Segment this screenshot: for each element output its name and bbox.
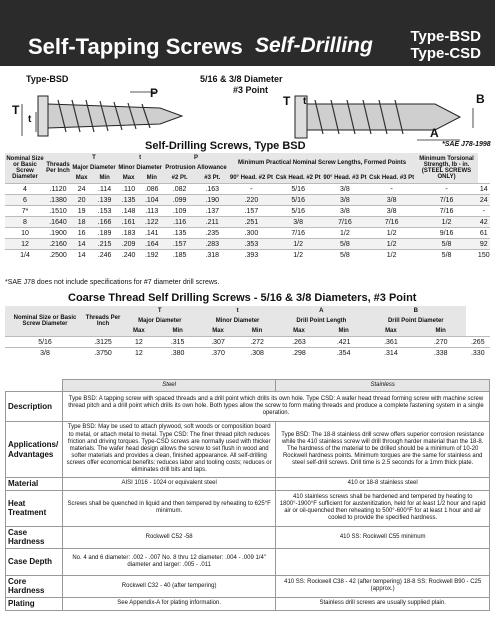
table-cell: .135 <box>117 195 140 206</box>
col-major: Major Diameter <box>121 316 199 326</box>
table-cell: .2500 <box>45 250 71 261</box>
table-cell: 1/2 <box>322 228 368 239</box>
table-cell: 5/16 <box>5 337 85 348</box>
dim-B: B <box>476 92 485 106</box>
table1-title: Self-Drilling Screws, Type BSD <box>145 140 306 152</box>
table-cell: .246 <box>92 250 117 261</box>
table-cell: .114 <box>92 184 117 195</box>
type-label-bsd: Type-BSD <box>410 28 481 45</box>
table-cell: .109 <box>163 206 196 217</box>
table-cell: 92 <box>478 239 490 250</box>
col-threads: Threads Per Inch <box>45 153 71 184</box>
table-cell: 3/8 <box>368 206 416 217</box>
property-value-stainless: 410 stainless screws shall be hardened and tempered by heating to 1800°-1900°F sufficient for austenitization, held for at least 1/2 hour and rapid air or oil-quenched then reheating to 500°-600°F for at least 1 hour and air cooled to provide the specified hardness. <box>276 490 490 526</box>
table-cell: .308 <box>238 348 277 359</box>
table-cell: 1/4 <box>5 250 45 261</box>
sub-header: Min <box>321 326 366 337</box>
table-cell: .122 <box>140 217 163 228</box>
property-row <box>6 597 490 610</box>
table-cell: .1510 <box>45 206 71 217</box>
dim-t-left: t <box>28 114 32 125</box>
table-cell: .2160 <box>45 239 71 250</box>
table-cell: 1/2 <box>368 239 416 250</box>
table-cell: - <box>229 184 275 195</box>
table-cell: .110 <box>117 184 140 195</box>
table-cell: 7/16 <box>416 195 478 206</box>
table-cell: 9/16 <box>416 228 478 239</box>
table-cell: .157 <box>229 206 275 217</box>
dim-A: A <box>430 126 439 140</box>
bsd-row <box>5 250 490 261</box>
table-cell: 7/16 <box>416 206 478 217</box>
screw-illustration-drill <box>285 92 490 142</box>
table-cell: 20 <box>71 195 92 206</box>
property-value-steel: Rockwell C32 - 40 (after tempering) <box>62 575 275 597</box>
table-cell: 16 <box>71 228 92 239</box>
col-steel: Steel <box>62 380 275 392</box>
property-value-stainless <box>276 548 490 575</box>
property-row <box>6 526 490 548</box>
table2-title: Coarse Thread Self Drilling Screws - 5/16 & 3/8 Diameters, #3 Point <box>68 292 417 304</box>
col-min-screw: Minimum Practical Nominal Screw Lengths, Formed Points <box>229 153 416 173</box>
table-cell: 12 <box>121 348 157 359</box>
table-cell: .099 <box>163 195 196 206</box>
dim-T-right: T <box>283 94 291 108</box>
table-cell: .3125 <box>85 337 121 348</box>
table-cell: 14 <box>478 184 490 195</box>
property-value-stainless: 410 SS: Rockwell C38 - 42 (after tempering) 18-8 SS: Rockwell B90 - C25 (approx.) <box>276 575 490 597</box>
table-cell: 24 <box>71 184 92 195</box>
table-cell: .135 <box>163 228 196 239</box>
table-cell: .161 <box>117 217 140 228</box>
table-cell: .211 <box>196 217 229 228</box>
table-cell: .183 <box>117 228 140 239</box>
table-cell: .137 <box>196 206 229 217</box>
table-cell: .166 <box>92 217 117 228</box>
table-cell: .265 <box>466 337 490 348</box>
table-cell: .330 <box>466 348 490 359</box>
sub-header: Max <box>277 326 322 337</box>
sub-header: 90° Head. #2 Pt <box>229 173 275 184</box>
bsd-row <box>5 217 490 228</box>
point-label: #3 Point <box>233 85 269 95</box>
property-label: Case Hardness <box>6 526 63 548</box>
table-cell: 5/8 <box>416 239 478 250</box>
property-value-steel: Rockwell C52 -58 <box>62 526 275 548</box>
sub-header: Max <box>71 173 92 184</box>
dim-T-left: T <box>12 103 20 117</box>
sub-header: Max <box>121 326 157 337</box>
table-cell: 3/8 <box>322 206 368 217</box>
col-P: P <box>163 153 228 163</box>
property-value-steel: No. 4 and 6 diameter: .002 - .007 No. 8 thru 12 diameter: .004 - .009 1/4" diameter and larger: .005 - .011 <box>62 548 275 575</box>
table-cell: 7* <box>5 206 45 217</box>
table-cell: 5/16 <box>274 206 322 217</box>
table-cell: 3/8 <box>322 184 368 195</box>
property-value-stainless: 410 SS: Rockwell C55 minimum <box>276 526 490 548</box>
table-cell: 14 <box>71 239 92 250</box>
col-stainless: Stainless <box>276 380 490 392</box>
table-cell: .298 <box>277 348 322 359</box>
illustration-type-label: Type-BSD <box>26 74 69 84</box>
table-cell: .220 <box>229 195 275 206</box>
corner-cell <box>6 380 63 392</box>
property-label: Heat Treatment <box>6 490 63 526</box>
table-cell: 5/8 <box>416 250 478 261</box>
dim-t-right: t <box>303 96 307 107</box>
sub-header: #3 Pt. <box>196 173 229 184</box>
table-cell: 18 <box>71 217 92 228</box>
table-cell: .300 <box>229 228 275 239</box>
sub-header: Max <box>117 173 140 184</box>
table-cell: .272 <box>238 337 277 348</box>
property-label: Applications/ Advantages <box>6 422 63 478</box>
table-cell: .283 <box>196 239 229 250</box>
table-cell: .315 <box>157 337 199 348</box>
property-value-stainless: Type BSD: The 18-8 stainless drill screw offers superior corrosion resistance while the 410 stainless screw will drill through harder material than the 18-8. The hardness of the material to be drilled should be a minimum of 10-20 Rockwell hardness points. Minimum torques are the same for stainless and steel self-drill screws. Drill time is 2.5 seconds for a 1mm thick plate. <box>276 422 490 478</box>
sub-header: 90° Head. #3 Pt <box>322 173 368 184</box>
property-value-steel: Type BSD: May be used to attach plywood, soft woods or composition board to metal, or attach metal to metal. Type CSD: The finer thread pitch reduces friction and driving torques. Type-CSD screws are normally used with thicker materials. The wafer head design allows the screw to set flush in wood and softer materials and provides a clean, finished appearance. All self-drilling screws offer economical benefits: reduces labor and tooling costs; reduces or eliminates drill bits and taps. <box>62 422 275 478</box>
table-cell: .3750 <box>85 348 121 359</box>
sub-header: Csk Head. #2 Pt <box>274 173 322 184</box>
col-B: B <box>366 306 466 316</box>
col-minor: Minor Diameter <box>199 316 277 326</box>
table-cell: 19 <box>71 206 92 217</box>
table-cell: 8 <box>5 217 45 228</box>
property-value: Type BSD: A tapping screw with spaced threads and a drill point which drills its own hole. Type CSD: A wafer head thread forming screw with machine screw thread pitch and a drill point which drills its own hole. Both types allow the screw to form mating threads and produce a complete fastening system in a single operation. <box>62 392 489 422</box>
table-cell: 1/2 <box>368 228 416 239</box>
table-cell: 1/2 <box>274 250 322 261</box>
table-cell: .370 <box>199 348 238 359</box>
bsd-row <box>5 206 490 217</box>
table-cell: - <box>416 184 478 195</box>
header-banner <box>0 0 495 66</box>
table-cell: .209 <box>117 239 140 250</box>
table-cell: .251 <box>229 217 275 228</box>
table-cell: 1/2 <box>368 250 416 261</box>
table-cell: 12 <box>121 337 157 348</box>
table-cell: .361 <box>366 337 416 348</box>
table-cell: 7/16 <box>322 217 368 228</box>
table-cell: .153 <box>92 206 117 217</box>
table-cell: .338 <box>416 348 466 359</box>
col-T: T <box>121 306 199 316</box>
sub-header: Csk Head. #3 Pt <box>368 173 416 184</box>
table-cell: .141 <box>140 228 163 239</box>
table-cell: .393 <box>229 250 275 261</box>
property-row <box>6 392 490 422</box>
coarse-row <box>5 348 490 359</box>
col-minor: Minor Diameter <box>118 165 163 171</box>
table-cell: 24 <box>478 195 490 206</box>
table-cell: 7/16 <box>368 217 416 228</box>
property-row <box>6 422 490 478</box>
table-cell: 5/16 <box>274 184 322 195</box>
property-label: Description <box>6 392 63 422</box>
property-row <box>6 575 490 597</box>
col-A: A <box>277 306 366 316</box>
type-label-csd: Type-CSD <box>410 45 481 62</box>
table-cell: 5/8 <box>322 239 368 250</box>
table-cell: 7/16 <box>274 228 322 239</box>
table-cell: .215 <box>92 239 117 250</box>
table-cell: .164 <box>140 239 163 250</box>
bsd-row <box>5 184 490 195</box>
table-cell: 3/8 <box>322 195 368 206</box>
table-cell: 3/8 <box>5 348 85 359</box>
table-cell: 42 <box>478 217 490 228</box>
table-cell: .157 <box>163 239 196 250</box>
sub-header: Max <box>199 326 238 337</box>
dim-P: P <box>150 86 159 100</box>
table-cell: 4 <box>5 184 45 195</box>
page-title: Self-Tapping Screws <box>28 34 243 59</box>
table-cell: .307 <box>199 337 238 348</box>
col-nominal: Nominal Size or Basic Screw Diameter <box>5 153 45 184</box>
table-cell: 1/2 <box>416 217 478 228</box>
col-drill-diameter: Drill Point Diameter <box>366 316 466 326</box>
property-label: Plating <box>6 597 63 610</box>
table-cell: 12 <box>5 239 45 250</box>
footnote: *SAE J78 does not include specifications for #7 diameter drill screws. <box>5 279 220 286</box>
property-value-steel: See Appendix-A for plating information. <box>62 597 275 610</box>
table-cell: .318 <box>196 250 229 261</box>
table-cell: .353 <box>229 239 275 250</box>
table-cell: .189 <box>92 228 117 239</box>
diameter-label: 5/16 & 3/8 Diameter <box>200 74 283 84</box>
bsd-row <box>5 195 490 206</box>
property-label: Core Hardness <box>6 575 63 597</box>
table-cell: 5/16 <box>274 195 322 206</box>
col-threads: Threads Per Inch <box>85 306 121 337</box>
table-cell: 10 <box>5 228 45 239</box>
table-cell: 6 <box>5 195 45 206</box>
table-cell: - <box>368 184 416 195</box>
table-cell: .163 <box>196 184 229 195</box>
table-cell: - <box>478 206 490 217</box>
table-cell: 5/8 <box>322 250 368 261</box>
sub-header: Max <box>366 326 416 337</box>
col-major: Major Diameter <box>72 165 116 171</box>
table-cell: .263 <box>277 337 322 348</box>
table-cell: .148 <box>117 206 140 217</box>
property-row <box>6 478 490 491</box>
table-cell: .086 <box>140 184 163 195</box>
property-value-steel: AISI 1016 - 1024 or equivalent steel <box>62 478 275 491</box>
col-nominal: Nominal Size or Basic Screw Diameter <box>5 306 85 337</box>
property-row <box>6 548 490 575</box>
property-value-stainless: 410 or 18-8 stainless steel <box>276 478 490 491</box>
page-subtitle: Self-Drilling <box>255 34 373 57</box>
property-row <box>6 490 490 526</box>
table-cell: 61 <box>478 228 490 239</box>
sub-header: Min <box>238 326 277 337</box>
bsd-row <box>5 228 490 239</box>
col-t: t <box>199 306 277 316</box>
table-cell: .113 <box>140 206 163 217</box>
table-cell: .380 <box>157 348 199 359</box>
table-cell: 150 <box>477 251 490 259</box>
table-cell: 3/8 <box>368 195 416 206</box>
table-cell: 1/2 <box>274 239 322 250</box>
property-label: Material <box>6 478 63 491</box>
table-cell: .190 <box>196 195 229 206</box>
col-drill-length: Drill Point Length <box>277 316 366 326</box>
table-cell: .314 <box>366 348 416 359</box>
table-cell: .185 <box>163 250 196 261</box>
table-cell: .116 <box>163 217 196 228</box>
table-cell: .139 <box>92 195 117 206</box>
table-cell: .192 <box>140 250 163 261</box>
table-cell: .1380 <box>45 195 71 206</box>
col-T: T <box>71 153 117 163</box>
table-cell: .354 <box>321 348 366 359</box>
sub-header: Min <box>416 326 466 337</box>
property-label: Case Depth <box>6 548 63 575</box>
table-cell: 14 <box>71 250 92 261</box>
property-value-stainless: Stainless drill screws are usually supplied plain. <box>276 597 490 610</box>
col-protrusion: Protrusion Allowance <box>165 165 227 171</box>
table-cell: .421 <box>321 337 366 348</box>
table-cell: .104 <box>140 195 163 206</box>
screw-illustration-bsd <box>10 86 195 146</box>
table-cell: 3/8 <box>274 217 322 228</box>
bsd-row <box>5 239 490 250</box>
col-torsion: Minimum Torsional Strength, lb - in. (STEEL SCREWS ONLY) <box>416 153 478 184</box>
sae-note: *SAE J78-1998 <box>442 141 491 148</box>
table-cell: .270 <box>416 337 466 348</box>
table-cell: .1900 <box>45 228 71 239</box>
coarse-thread-table <box>5 306 490 358</box>
sub-header: Min <box>140 173 163 184</box>
table-cell: .082 <box>163 184 196 195</box>
bsd-specs-table <box>5 153 490 260</box>
coarse-row <box>5 337 490 348</box>
properties-table <box>5 379 490 611</box>
table-cell: .240 <box>117 250 140 261</box>
col-t: t <box>117 153 163 163</box>
property-value-steel: Screws shall be quenched in liquid and then tempered by reheating to 625°F minimum. <box>62 490 275 526</box>
sub-header: #2 Pt. <box>163 173 196 184</box>
table-cell: .235 <box>196 228 229 239</box>
table-cell: .1640 <box>45 217 71 228</box>
sub-header: Min <box>157 326 199 337</box>
table-cell: .1120 <box>45 184 71 195</box>
sub-header: Min <box>92 173 117 184</box>
